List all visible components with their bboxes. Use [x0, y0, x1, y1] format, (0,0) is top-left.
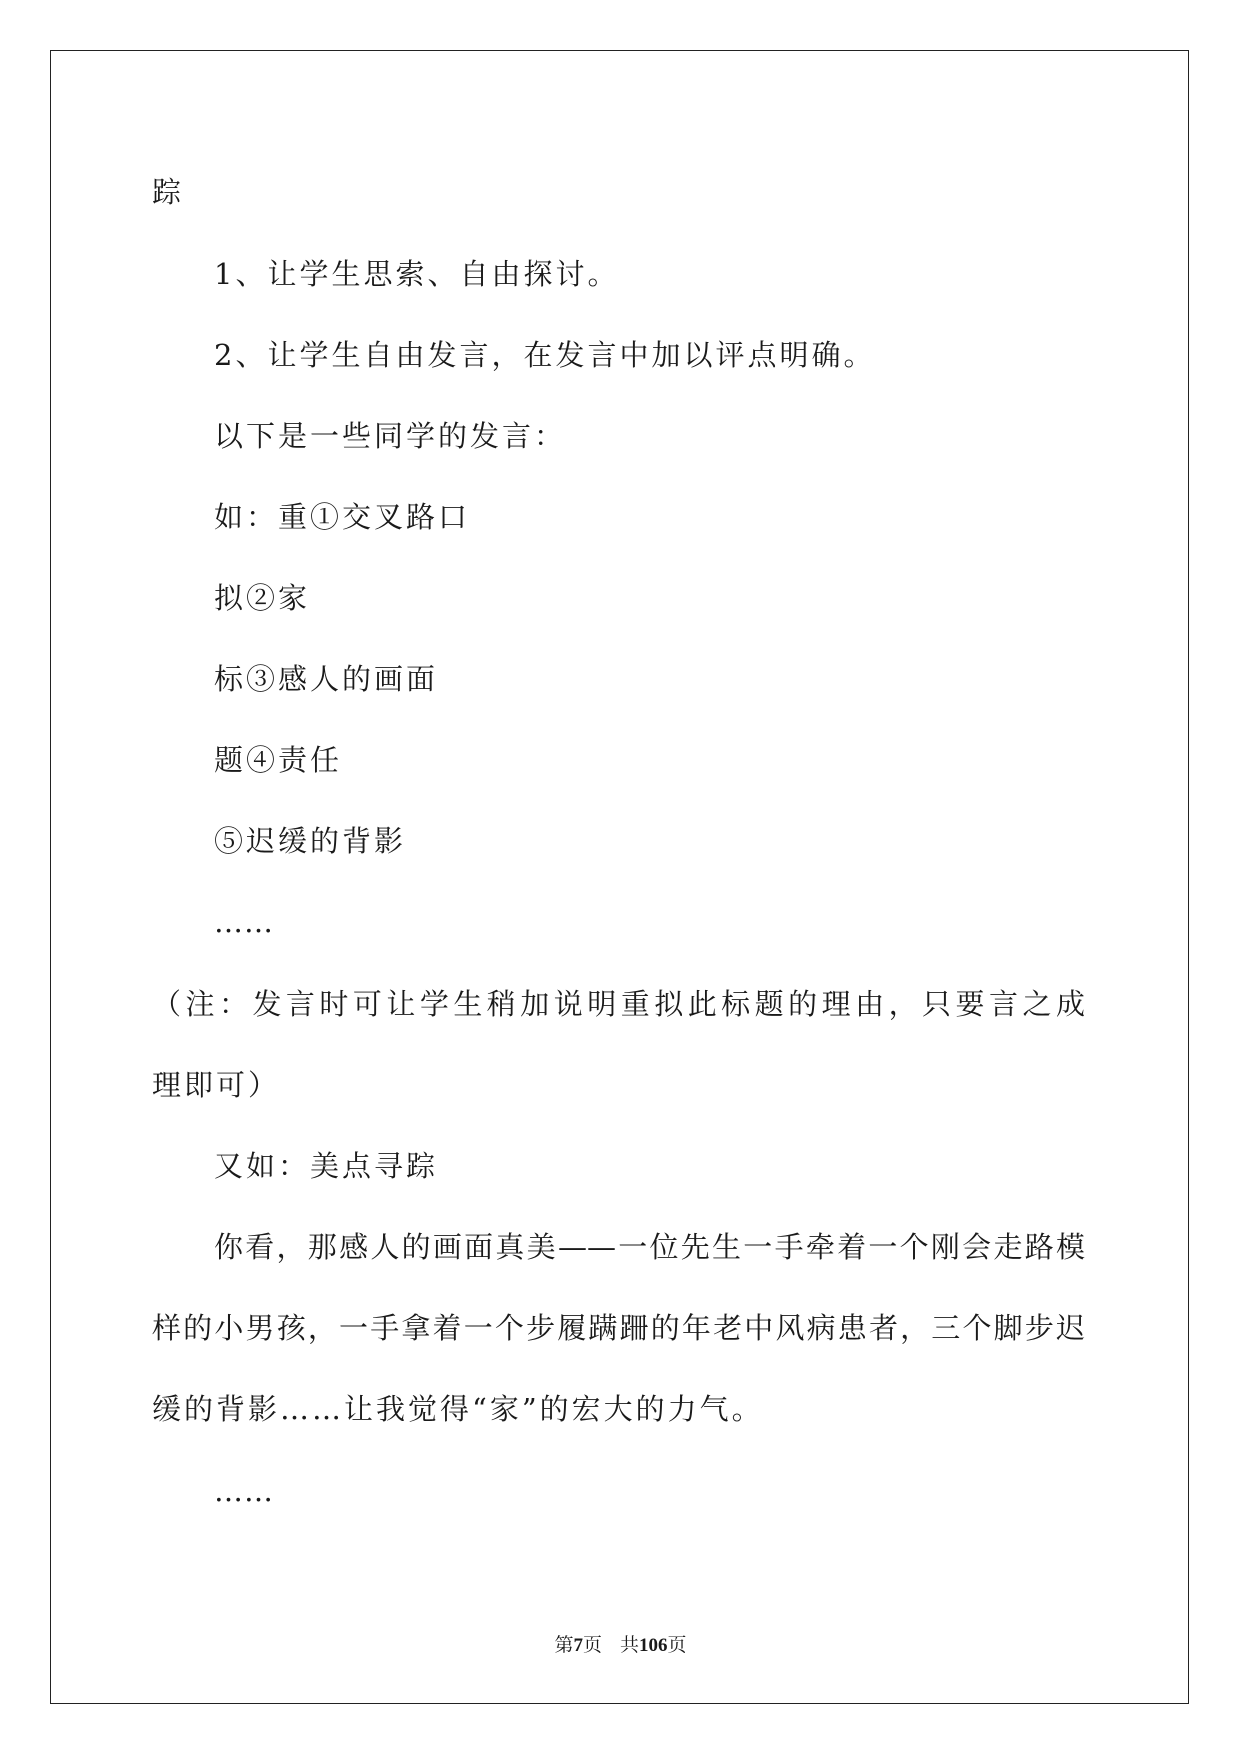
text-line-14: 样的小男孩，一手拿着一个步履蹒跚的年老中风病患者，三个脚步迟 [152, 1311, 1085, 1345]
text-line-3: 2、让学生自由发言，在发言中加以评点明确。 [214, 338, 876, 372]
text-line-10: （注：发言时可让学生稍加说明重拟此标题的理由，只要言之成 [152, 987, 1085, 1021]
footer-total-unit: 页 [667, 1635, 687, 1656]
footer-total-pages: 106 [639, 1635, 668, 1656]
text-line-11: 理即可） [152, 1068, 281, 1102]
text-line-2: 1、让学生思索、自由探讨。 [214, 257, 620, 291]
footer-page-number: 7 [573, 1635, 583, 1656]
text-line-12: 又如：美点寻踪 [214, 1149, 439, 1183]
text-line-1: 踪 [152, 175, 185, 209]
footer-prefix: 第 [554, 1635, 574, 1656]
ellipsis-line-1: …… [214, 905, 274, 939]
text-line-6: 拟②家 [214, 581, 311, 615]
footer-total-prefix: 共 [620, 1635, 640, 1656]
text-line-4: 以下是一些同学的发言： [214, 419, 567, 453]
text-line-13: 你看，那感人的画面真美——一位先生一手牵着一个刚会走路模 [214, 1230, 1085, 1264]
ellipsis-line-2: …… [214, 1474, 274, 1508]
text-line-15: 缓的背影……让我觉得“家”的宏大的力气。 [152, 1392, 764, 1426]
footer-page-unit: 页 [582, 1635, 602, 1656]
page-border [50, 50, 1189, 1704]
text-line-5: 如：重①交叉路口 [214, 500, 471, 534]
text-line-7: 标③感人的画面 [214, 662, 439, 696]
text-line-8: 题④责任 [214, 743, 343, 777]
page-footer [0, 1634, 1241, 1658]
text-line-9: ⑤迟缓的背影 [214, 824, 407, 858]
